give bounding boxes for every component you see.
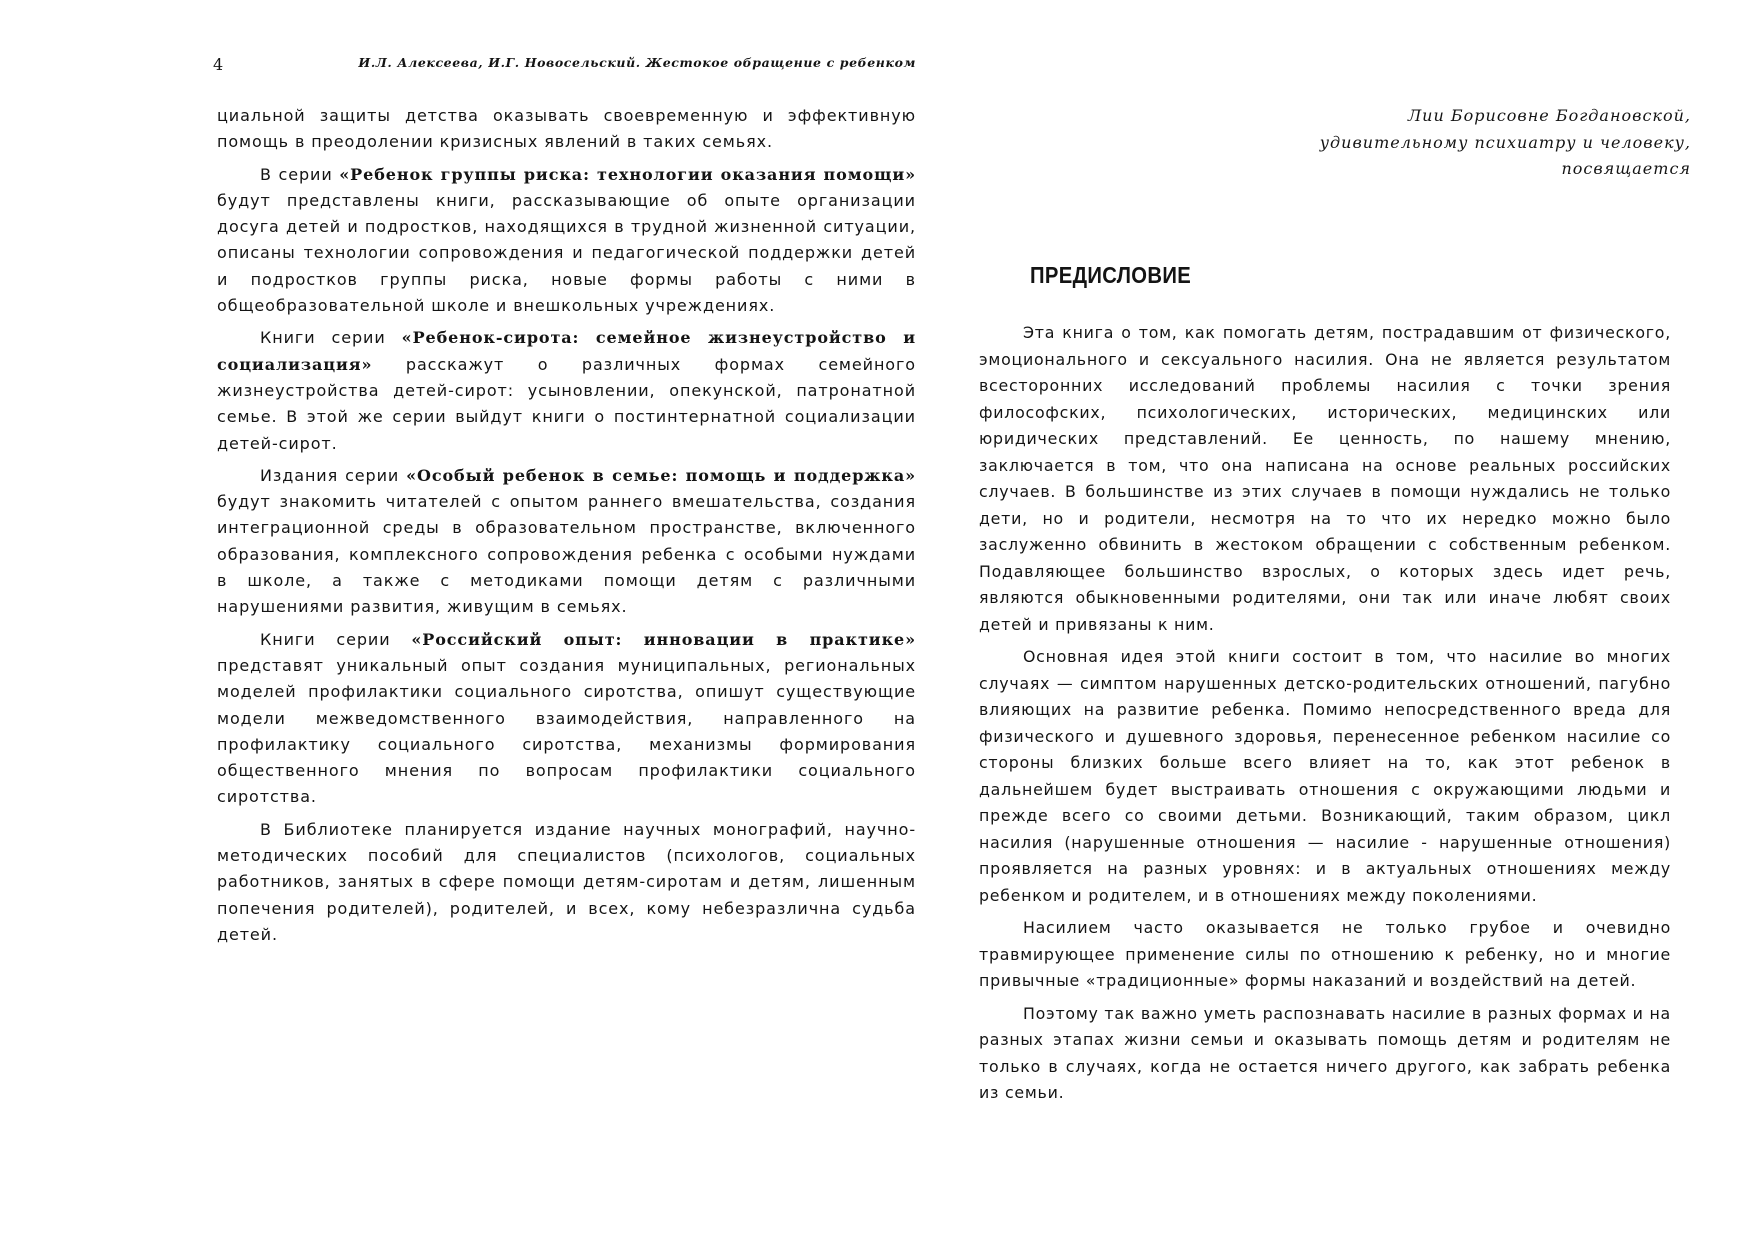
paragraph: В Библиотеке планируется издание научных монографий, научно-методических пособий для специалистов (психологов, социальных работников, занятых в сфере помощи детям-сиротам и детям, лишенным попечения родителей), родителей, и всех, кому небезразлична судьба детей. xyxy=(217,819,916,944)
paragraph: В серии «Ребенок группы риска: технологии оказания помощи» будут представлены книги, рассказывающие об опыте организации досуга детей и подростков, находящихся в трудной жизненной ситуации, описаны технологии сопровождения и педагогической поддержки детей и подростков группы риска, новые формы работы с ними в общеобразовательной школе и внешкольных учреждениях. xyxy=(217,164,916,316)
paragraph: Поэтому так важно уметь распознавать насилие в разных формах и на разных этапах жизни семьи и оказывать помощь детям и родителям не только в случаях, когда не остается ничего другого, как забрать ребенка из семьи. xyxy=(979,1003,1671,1102)
right-page xyxy=(877,0,1754,1241)
series-title: «Особый ребенок в семье: помощь и поддержка» xyxy=(406,465,916,485)
preface-title: ПРЕДИСЛОВИЕ xyxy=(1030,262,1192,288)
paragraph: Насилием часто оказывается не только грубое и очевидно травмирующее применение силы по отношению к ребенку, но и многие привычные «традиционные» формы наказаний и воздействий на детей. xyxy=(979,918,1671,990)
dedication xyxy=(1171,103,1691,183)
paragraph: Эта книга о том, как помогать детям, пострадавшим от физического, эмоционального и сексуального насилия. Она не является результатом всесторонних исследований проблемы насилия с точки зрения философских, психологических, исторических, медицинских или юридических представлений. Ее ценность, по нашему мнению, заключается в том, что она написана на основе реальных российских случаев. В большинстве из этих случаев в помощи нуждались не только дети, но и родители, несмотря на то что их нередко можно было заслуженно обвинить в жестоком обращении с собственным ребенком. Подавляющее большинство взрослых, о которых здесь идет речь, являются обыкновенными родителями, они так или иначе любят своих детей и привязаны к ним. xyxy=(979,323,1671,634)
dedication-line: посвящается xyxy=(1561,159,1691,178)
left-body-text xyxy=(217,103,916,954)
dedication-line: Лии Борисовне Богдановской, xyxy=(1407,106,1691,125)
page-number: 4 xyxy=(213,55,224,74)
paragraph: Издания серии «Особый ребенок в семье: помощь и поддержка» будут знакомить читателей с опытом раннего вмешательства, создания интеграционной среды в образовательном пространстве, включенного образования, комплексного сопровождения ребенка с особыми нуждами в школе, а также с методиками помощи детям с различными нарушениями развития, живущим в семьях. xyxy=(217,465,916,617)
series-title: «Ребенок группы риска: технологии оказания помощи» xyxy=(339,164,916,184)
paragraph: Книги серии «Российский опыт: инновации в практике» представят уникальный опыт создания муниципальных, региональных моделей профилактики социального сиротства, опишут существующие модели межведомственного взаимодействия, направленного на профилактику социального сиротства, механизмы формирования общественного мнения по вопросам профилактики социального сиротства. xyxy=(217,629,917,807)
paragraph: Основная идея этой книги состоит в том, что насилие во многих случаях — симптом нарушенных детско-родительских отношений, пагубно влияющих на развитие ребенка. Помимо непосредственного вреда для физического и душевного здоровья, перенесенное ребенком насилие со стороны близких больше всего влияет на то, как этот ребенок в дальнейшем будет выстраивать отношения с окружающими людьми и прежде всего со своими детьми. Возникающий, таким образом, цикл насилия (нарушенные отношения — насилие - нарушенные отношения) проявляется на разных уровнях: и в актуальных отношениях между ребенком и родителем, и в отношениях между поколениями. xyxy=(979,647,1671,905)
series-title: «Ребенок-сирота: семейное жизнеустройство и социализация» xyxy=(217,328,916,374)
dedication-line: удивительному психиатру и человеку, xyxy=(1319,132,1691,152)
right-body-text xyxy=(979,320,1671,1113)
series-title: «Российский опыт: инновации в практике» xyxy=(411,629,917,649)
paragraph: циальной защиты детства оказывать своевременную и эффективную помощь в преодолении кризисных явлений в таких семьях. xyxy=(217,106,916,152)
header-title: И.Л. Алексеева, И.Г. Новосельский. Жестокое обращение с ребенком xyxy=(358,55,916,70)
running-header xyxy=(213,55,916,77)
paragraph: Книги серии «Ребенок-сирота: семейное жизнеустройство и социализация» расскажут о различных формах семейного жизнеустройства детей-сирот: усыновлении, опекунской, патронатной семье. В этой же серии выйдут книги о постинтернатной социализации детей-сирот. xyxy=(217,328,916,453)
